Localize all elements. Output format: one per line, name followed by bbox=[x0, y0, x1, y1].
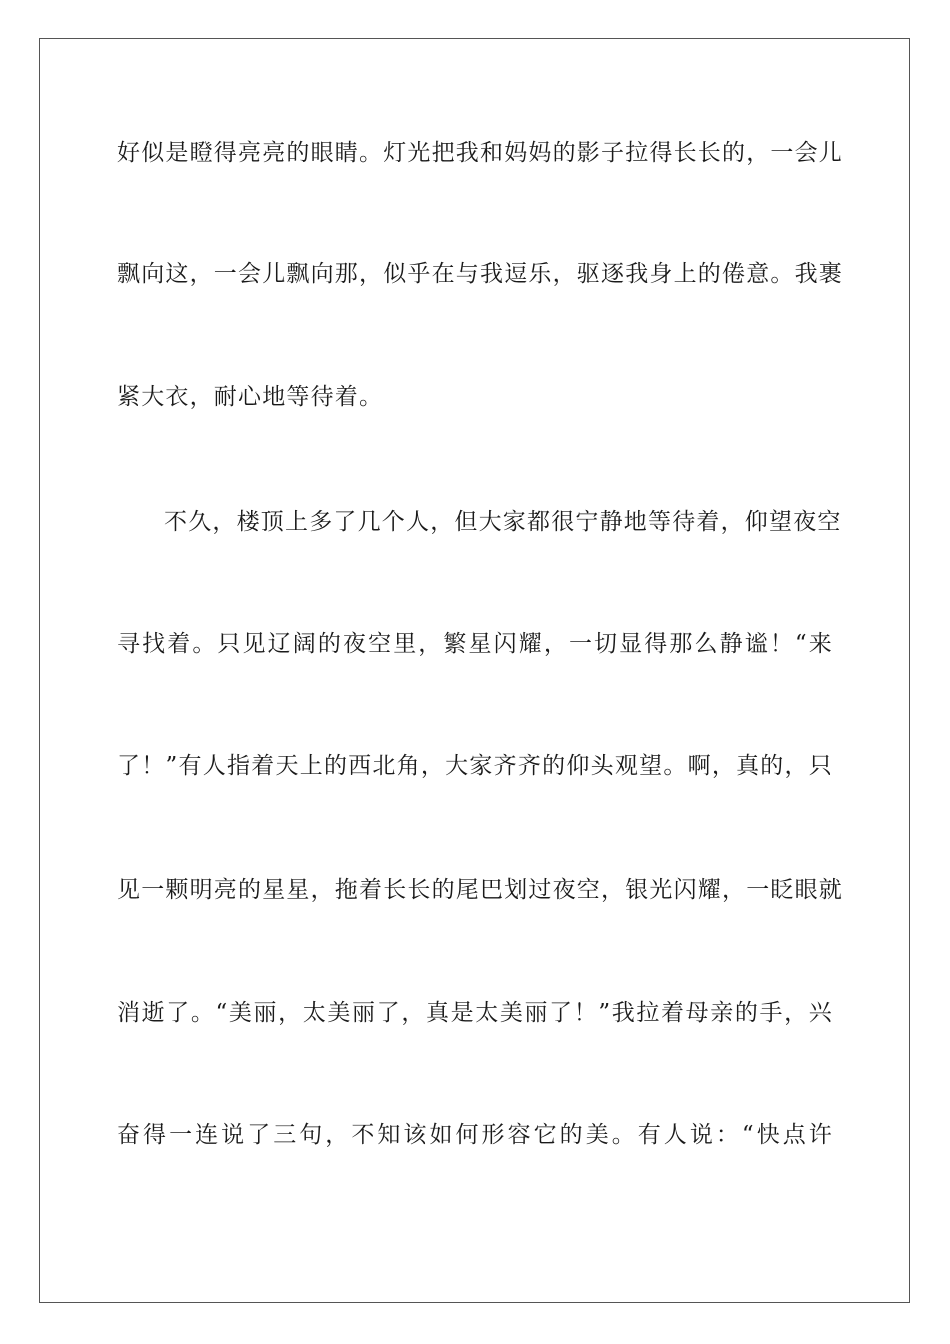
page-border bbox=[39, 38, 910, 1303]
text-line-2: 飘向这，一会儿飘向那，似乎在与我逗乐，驱逐我身上的倦意。我裹 bbox=[117, 261, 843, 287]
text-line-6: 了！”有人指着天上的西北角，大家齐齐的仰头观望。啊，真的，只 bbox=[117, 753, 833, 779]
text-line-8: 消逝了。“美丽，太美丽了，真是太美丽了！”我拉着母亲的手，兴 bbox=[117, 1000, 833, 1026]
text-line-3: 紧大衣，耐心地等待着。 bbox=[117, 384, 384, 410]
text-line-7: 见一颗明亮的星星，拖着长长的尾巴划过夜空，银光闪耀，一眨眼就 bbox=[117, 877, 843, 903]
text-line-9: 奋得一连说了三句，不知该如何形容它的美。有人说：“快点许 bbox=[117, 1122, 833, 1148]
text-line-5: 寻找着。只见辽阔的夜空里，繁星闪耀，一切显得那么静谧！“来 bbox=[117, 631, 833, 657]
text-line-1: 好似是瞪得亮亮的眼睛。灯光把我和妈妈的影子拉得长长的，一会儿 bbox=[117, 140, 843, 166]
text-line-4: 不久，楼顶上多了几个人，但大家都很宁静地等待着，仰望夜空 bbox=[164, 509, 842, 535]
